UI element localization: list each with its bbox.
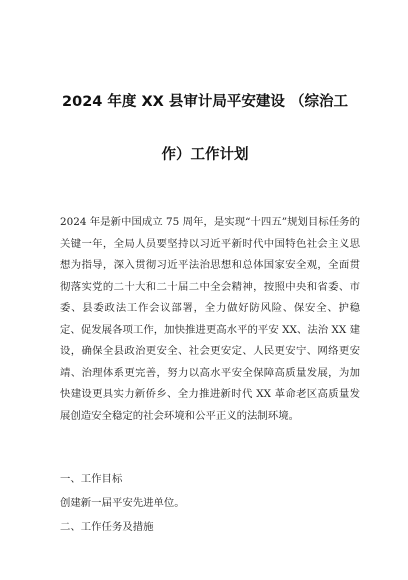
intro-paragraph: 2024 年是新中国成立 75 周年，是实现“十四五”规划目标任务的关键一年，全局人员要坚持以习近平新时代中国特色社会主义思想为指导，深入贯彻习近平法治思想和总体国家安全观，全面贯彻落实党的二十大和二十届二中全会精神，按照中央和省委、市委、县委政法工作会议部署，全力做好防风险、保安全、护稳定、促发展各项工作，加快推进更高水平的平安 XX、法治 XX 建设，确保全县政治更安全、社会更安定、人民更安宁、网络更安靖、治理体系更完善，努力以高水平安全保障高质量发展，为加快建设更具实力新侨乡、全力推进新时代 XX 革命老区高质量发展创造安全稳定的社会环境和公平正义的法制环境。 bbox=[60, 216, 360, 422]
document-title-line-2: 作）工作计划 bbox=[161, 147, 249, 163]
section-1-text: 创建新一届平安先进单位。 bbox=[60, 497, 185, 509]
section-1-heading: 一、工作目标 bbox=[60, 473, 123, 485]
document-title-line-1: 2024 年度 XX 县审计局平安建设 （综治工 bbox=[62, 94, 348, 110]
section-2-heading: 二、工作任务及措施 bbox=[60, 521, 154, 533]
